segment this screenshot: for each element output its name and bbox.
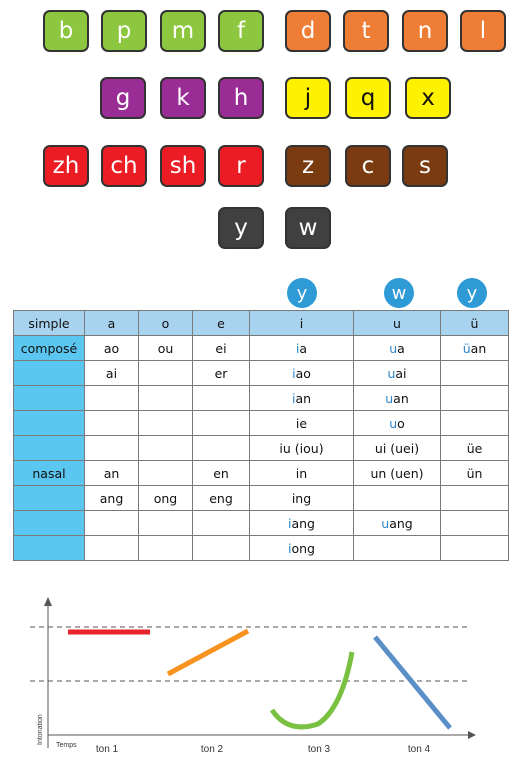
initial-tile-y: y xyxy=(218,207,264,249)
finals-header-row xyxy=(14,311,509,336)
tone-2-label: ton 2 xyxy=(200,744,224,755)
final-cell: ang xyxy=(85,486,139,511)
final-cell xyxy=(139,411,193,436)
finals-row xyxy=(14,486,509,511)
final-cell xyxy=(139,511,193,536)
header-cell: u xyxy=(354,311,441,336)
final-cell xyxy=(193,436,250,461)
final-cell xyxy=(85,436,139,461)
final-cell: uo xyxy=(354,411,441,436)
final-cell xyxy=(441,411,509,436)
final-cell: ou xyxy=(139,336,193,361)
finals-table xyxy=(13,310,509,561)
final-cell xyxy=(441,361,509,386)
final-cell: iao xyxy=(250,361,354,386)
final-cell xyxy=(193,411,250,436)
tone-4-contour xyxy=(375,637,450,728)
final-cell xyxy=(139,361,193,386)
header-cell: o xyxy=(139,311,193,336)
final-cell: in xyxy=(250,461,354,486)
row-label: nasal xyxy=(14,461,85,486)
initial-tile-l: l xyxy=(460,10,506,52)
row-label xyxy=(14,486,85,511)
header-cell: ü xyxy=(441,311,509,336)
final-cell: iang xyxy=(250,511,354,536)
finals-row xyxy=(14,336,509,361)
finals-row xyxy=(14,461,509,486)
tone-1-label: ton 1 xyxy=(95,744,119,755)
semivowel-w-circle-u: w xyxy=(384,278,414,308)
initial-tile-p: p xyxy=(101,10,147,52)
final-cell xyxy=(85,386,139,411)
initial-tile-m: m xyxy=(160,10,206,52)
finals-row xyxy=(14,386,509,411)
initial-tile-x: x xyxy=(405,77,451,119)
final-cell xyxy=(354,486,441,511)
initial-tile-j: j xyxy=(285,77,331,119)
final-cell xyxy=(441,386,509,411)
final-cell xyxy=(139,536,193,561)
initial-tile-w: w xyxy=(285,207,331,249)
initial-tile-k: k xyxy=(160,77,206,119)
row-label xyxy=(14,536,85,561)
final-cell: iu (iou) xyxy=(250,436,354,461)
tone-chart xyxy=(0,590,522,765)
final-cell: ei xyxy=(193,336,250,361)
final-cell: üan xyxy=(441,336,509,361)
finals-row xyxy=(14,436,509,461)
final-cell xyxy=(139,386,193,411)
initial-tile-t: t xyxy=(343,10,389,52)
final-cell: ie xyxy=(250,411,354,436)
initial-tile-ch: ch xyxy=(101,145,147,187)
final-cell xyxy=(193,386,250,411)
final-cell xyxy=(139,436,193,461)
header-cell: e xyxy=(193,311,250,336)
final-cell: uai xyxy=(354,361,441,386)
final-cell: ing xyxy=(250,486,354,511)
final-cell: ua xyxy=(354,336,441,361)
initial-tile-z: z xyxy=(285,145,331,187)
initial-tile-d: d xyxy=(285,10,331,52)
final-cell xyxy=(193,536,250,561)
final-cell: ia xyxy=(250,336,354,361)
initial-tile-f: f xyxy=(218,10,264,52)
initial-tile-h: h xyxy=(218,77,264,119)
semivowel-y-circle-v: y xyxy=(457,278,487,308)
final-cell xyxy=(193,511,250,536)
final-cell xyxy=(139,461,193,486)
finals-row xyxy=(14,536,509,561)
x-axis-label: Temps xyxy=(56,742,77,749)
finals-row xyxy=(14,361,509,386)
final-cell xyxy=(441,511,509,536)
final-cell: iong xyxy=(250,536,354,561)
final-cell xyxy=(441,486,509,511)
finals-row xyxy=(14,511,509,536)
final-cell: ao xyxy=(85,336,139,361)
final-cell xyxy=(85,411,139,436)
row-label xyxy=(14,511,85,536)
initial-tile-zh: zh xyxy=(43,145,89,187)
final-cell: eng xyxy=(193,486,250,511)
final-cell xyxy=(354,536,441,561)
final-cell: un (uen) xyxy=(354,461,441,486)
row-label xyxy=(14,386,85,411)
y-axis-label: Intonation xyxy=(37,714,44,745)
final-cell: en xyxy=(193,461,250,486)
initial-tile-r: r xyxy=(218,145,264,187)
final-cell: ün xyxy=(441,461,509,486)
initial-tile-sh: sh xyxy=(160,145,206,187)
semivowel-y-circle-i: y xyxy=(287,278,317,308)
initial-tile-s: s xyxy=(402,145,448,187)
x-axis-arrow xyxy=(468,731,476,739)
initial-tile-n: n xyxy=(402,10,448,52)
row-label: composé xyxy=(14,336,85,361)
final-cell: ong xyxy=(139,486,193,511)
initial-tile-b: b xyxy=(43,10,89,52)
final-cell: ai xyxy=(85,361,139,386)
finals-row xyxy=(14,411,509,436)
final-cell: ui (uei) xyxy=(354,436,441,461)
tone-4-label: ton 4 xyxy=(407,744,431,755)
tone-2-contour xyxy=(168,631,248,674)
final-cell xyxy=(85,511,139,536)
initial-tile-g: g xyxy=(100,77,146,119)
final-cell xyxy=(441,536,509,561)
row-label xyxy=(14,361,85,386)
final-cell: an xyxy=(85,461,139,486)
tone-3-label: ton 3 xyxy=(307,744,331,755)
header-cell: i xyxy=(250,311,354,336)
final-cell: uang xyxy=(354,511,441,536)
final-cell: ian xyxy=(250,386,354,411)
final-cell: üe xyxy=(441,436,509,461)
final-cell xyxy=(85,536,139,561)
y-axis-arrow xyxy=(44,597,52,606)
initial-tile-c: c xyxy=(345,145,391,187)
tone-3-contour xyxy=(272,652,352,727)
initial-tile-q: q xyxy=(345,77,391,119)
row-label xyxy=(14,436,85,461)
header-cell: a xyxy=(85,311,139,336)
final-cell: uan xyxy=(354,386,441,411)
row-label xyxy=(14,411,85,436)
row-label-simple: simple xyxy=(14,311,85,336)
final-cell: er xyxy=(193,361,250,386)
